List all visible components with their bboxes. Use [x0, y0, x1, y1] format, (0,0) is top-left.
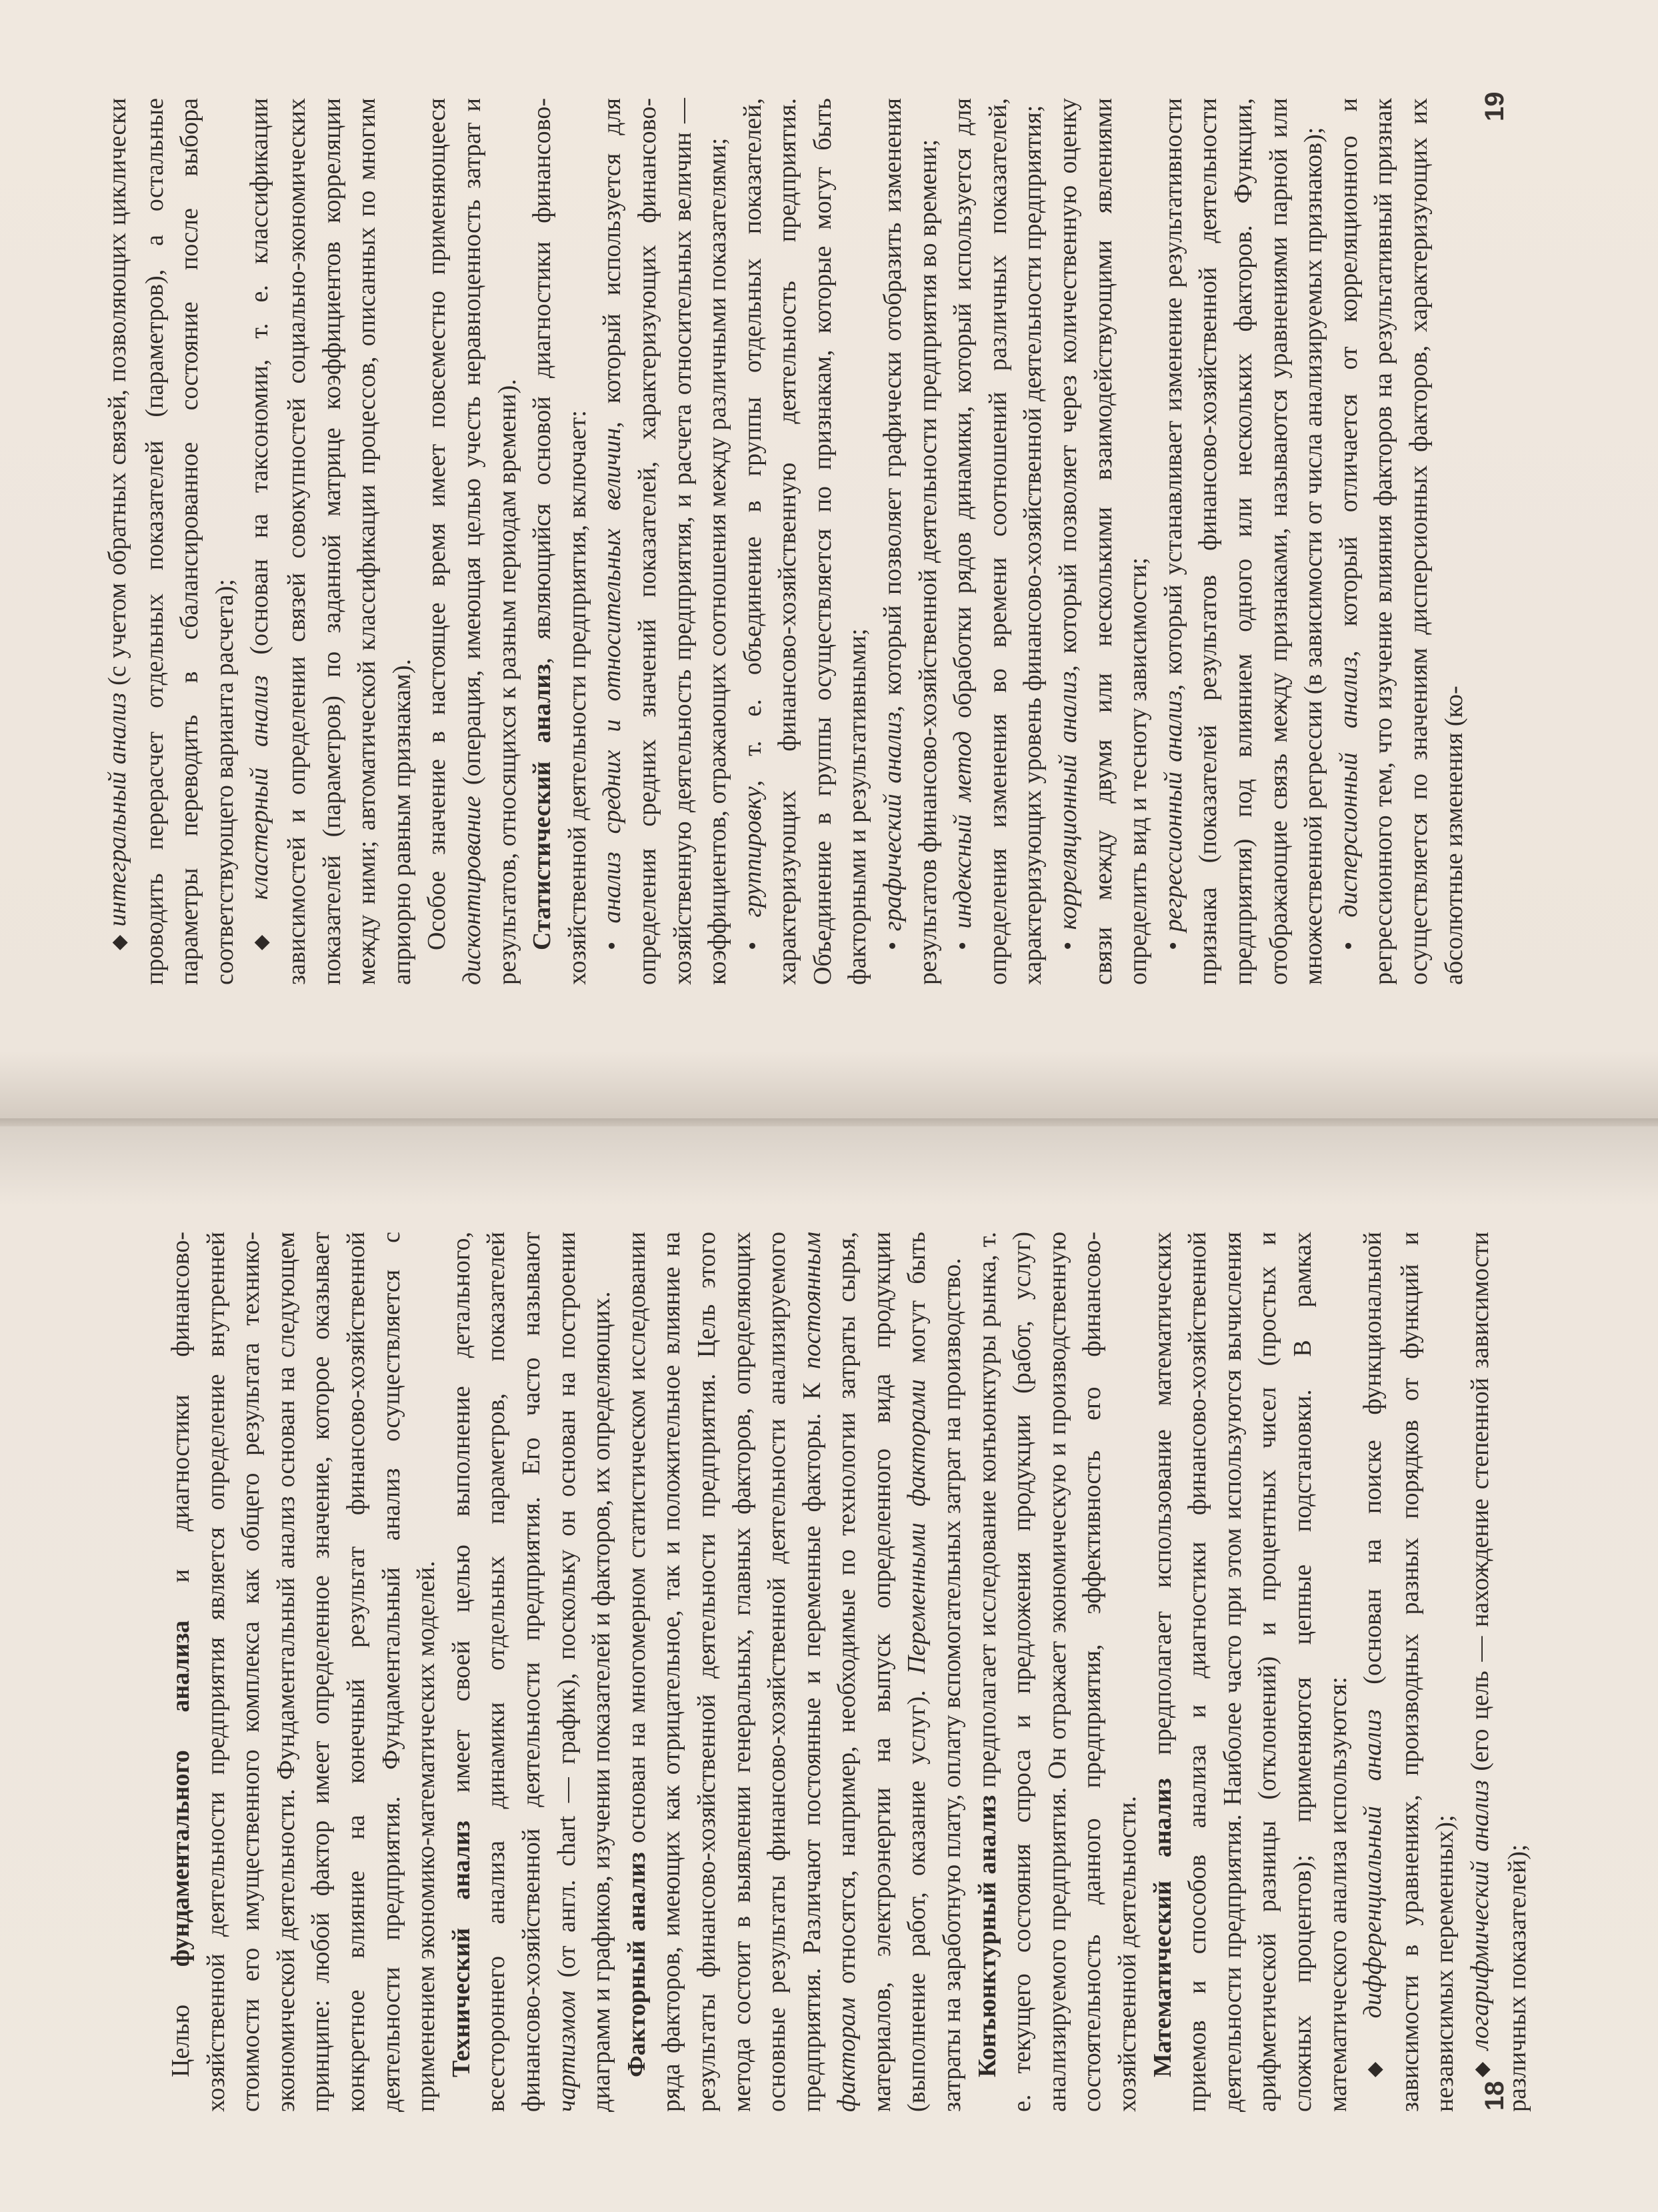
text-run: (с учетом обратных связей, позволяющих циклически проводить перерасчет отдельных показателей (параметров), а остальные параметры переводить в сбалансированное состояние после выбора соответствующего варианта расчета);	[103, 97, 239, 985]
left-page	[0, 1118, 1658, 2212]
term-correlation-analysis: корреляционный анализ	[1054, 671, 1083, 930]
dot-bullet-icon: •	[738, 941, 767, 950]
page-number-left: 18	[1480, 2081, 1509, 2111]
term-regression-analysis: регрессионный анализ	[1159, 690, 1187, 932]
text-run: (основан на поиске функциональной зависимости в уравнениях, производных разных порядков от функций и независимых переменных);	[1359, 1231, 1459, 2112]
paragraph-discounting	[419, 98, 525, 985]
dot-bullet-icon: •	[1334, 941, 1363, 950]
term-integral-analysis: интегральный анализ	[103, 692, 131, 927]
text-run: обработки рядов динамики, который используется для определения изменения во времени соотношений различных показателей, характеризующих уровень финансово-хозяйственной деятельности предприятия;	[949, 98, 1047, 985]
paragraph-mathematical	[1145, 1232, 1356, 2112]
dot-bullet-icon: •	[879, 941, 907, 950]
text-run: (от англ. chart — график), поскольку он основан на построении диаграмм и графиков, изучении показателей и факторов, их определяющих.	[552, 1232, 616, 2112]
item-regression	[1156, 98, 1331, 985]
term-conjuncture-analysis: Конъюнктурный анализ	[973, 1795, 1001, 2077]
left-page-text	[163, 1232, 1535, 2112]
bullet-logarithmic	[1463, 1232, 1535, 2112]
term-index-method: индексный метод	[949, 731, 977, 929]
dot-bullet-icon: •	[1054, 941, 1083, 950]
text-run: имеет своей целью выполнение детального, всестороннего анализа динамики отдельных параметров, показателей финансово-хозяйственной деятельности предприятия. Его часто называют	[447, 1232, 545, 2112]
term-graphic-analysis: графический анализ	[879, 712, 907, 932]
text-run: (его цель — нахождение степенной зависимости различных показателей);	[1465, 1232, 1531, 2112]
text-run: Особое значение в настоящее время имеет повсеместно применяющееся	[423, 98, 451, 950]
bullet-differential	[1355, 1232, 1463, 2112]
dot-bullet-icon: •	[1159, 941, 1187, 950]
text-run: (операция, имеющая целью учесть неравноценность затрат и результатов, относящихся к разным периодам времени).	[457, 98, 521, 985]
term-chartism: чартизмом	[552, 1990, 581, 2112]
paragraph-factor	[619, 1232, 970, 2112]
item-index	[945, 98, 1051, 985]
term-statistical-analysis: Статистический анализ	[528, 664, 557, 950]
item-averages	[595, 98, 735, 985]
item-dispersion	[1331, 98, 1471, 985]
text-run: , т. е. объединение в группы отдельных показателей, характеризующих финансово-хозяйственную деятельность предприятия. Объединение в группы осуществляется по признакам, которые могут быть факторными и результативными;	[738, 98, 872, 985]
diamond-bullet-icon: ◆	[1363, 2043, 1386, 2077]
diamond-bullet-icon: ◆	[108, 934, 130, 950]
term-differential-analysis: дифференциальный анализ	[1359, 1709, 1387, 2019]
term-variable-factors: Переменными факторами	[903, 1379, 931, 1675]
text-run: предполагает использование математических приемов и способов анализа и диагностики финансово-хозяйственной деятельности предприятия. Наиболее часто при этом используются вычисления арифметической разницы (отклонений) и процентных чисел (простых и сложных процентов); применяются цепные подстановки. В рамках математического анализа используются:	[1148, 1232, 1352, 2112]
term-grouping: группировку	[738, 786, 767, 918]
text-run: основан на многомерном статистическом исследовании ряда факторов, имеющих как отрицательное, так и положительное влияние на результаты финансово-хозяйственной деятельности предприятия. Цель этого метода состоит в выявлении генеральных, главных факторов, определяющих основные результаты финансово-хозяйственной деятельности анализируемого предприятия. Различают постоянные и переменные факторы. К	[622, 1232, 826, 2112]
paragraph-conjuncture	[970, 1232, 1145, 2112]
dot-bullet-icon: •	[598, 941, 627, 950]
text-run: , который устанавливает изменение результативности признака (показателей результатов финансово-хозяйственной деятельности предприятия) под влиянием одного или нескольких факторов. Функции, отображающие связь между признаками, называются уравнениями парной или множественной регрессии (в зависимости от числа анализируемых признаков);	[1159, 98, 1328, 985]
text-run: , который отличается от корреляционного и регрессионного тем, что изучение влияния факторов на результативный признак осуществляется по значениям дисперсионных факторов, характеризующих их абсолютные изменения (ко-	[1334, 98, 1468, 985]
text-run: Целью	[167, 1967, 195, 2077]
term-factor-analysis: Факторный анализ	[622, 1852, 651, 2077]
text-run: , который используется для определения средних значений показателей, характеризующих финансово-хозяйственную деятельность предприятия, и расчета относительных величин — коэффициентов, отражающих соотношения между различными показателями;	[598, 97, 732, 985]
text-run: (основан на таксономии, т. е. классификации зависимостей и определении связей совокупностей социально-экономических показателей (параметров) по заданной матрице коэффициентов корреляции между ними; автоматической классификации процессов, описанных по многим априорно равным признакам).	[245, 97, 416, 985]
text-run: могут быть затраты на заработную плату, оплату вспомогательных затрат на производство.	[903, 1232, 967, 2112]
term-mathematical-analysis: Математический анализ	[1148, 1778, 1177, 2077]
paragraph-fundamental	[163, 1232, 444, 2112]
text-run: , который позволяет через количественную оценку связи между двумя или несколькими взаимодействующими явлениями определить вид и тесноту зависимости;	[1054, 98, 1153, 985]
paragraph-technical	[444, 1232, 619, 2112]
paragraph-statistical	[525, 98, 595, 985]
text-run: и диагностики финансово-хозяйственной деятельности предприятия является определение внутренней стоимости его имущественного комплекса как общего результата технико-экономической деятельности. Фундаментальный анализ основан на следующем принципе: любой фактор имеет определенное значение, которое оказывает конкретное влияние на конечный результат финансово-хозяйственной деятельности предприятия. Фундаментальный анализ осуществляется с применением экономико-математических моделей.	[167, 1232, 441, 2112]
term-logarithmic-analysis: логарифмический анализ	[1465, 1780, 1494, 2051]
term-fundamental-analysis: фундаментального анализа	[167, 1620, 195, 1967]
right-page-text	[100, 98, 1471, 985]
text-run: , являющийся основой диагностики финансово-хозяйственной деятельности предприятия, включает:	[528, 98, 591, 985]
bullet-integral	[100, 98, 242, 985]
page-number-right: 19	[1480, 91, 1509, 121]
term-technical-analysis: Технический анализ	[447, 1821, 475, 2077]
term-dispersion-analysis: дисперсионный анализ	[1334, 656, 1363, 918]
dot-bullet-icon: •	[949, 941, 977, 950]
text-run: предполагает исследование конъюнктуры рынка, т. е. текущего состояния спроса и предложения продукции (работ, услуг) анализируемого предприятия. Он отражает экономическую и производственную состоятельность данного предприятия, эффективность его финансово-хозяйственной деятельности.	[973, 1232, 1142, 2112]
term-constant-factors: постоянным факторам	[797, 1232, 861, 2112]
text-run: относятся, например, необходимые по технологии затраты сырья, материалов, электроэнергии на выпуск определенного вида продукции (выполнение работ, оказание услуг).	[833, 1232, 931, 2112]
item-grouping	[735, 98, 875, 985]
term-cluster-analysis: кластерный анализ	[245, 675, 274, 900]
term-discounting: дисконтирование	[457, 796, 486, 985]
term-averages-analysis: анализ средних и относительных величин	[598, 427, 627, 924]
item-correlation	[1051, 98, 1156, 985]
bullet-cluster	[242, 98, 419, 985]
item-graphic	[875, 98, 945, 985]
diamond-bullet-icon: ◆	[1470, 2059, 1493, 2077]
text-run: , который позволяет графически отобразить изменения результатов финансово-хозяйственной деятельности предприятия во времени;	[879, 98, 942, 985]
diamond-bullet-icon: ◆	[250, 920, 273, 950]
